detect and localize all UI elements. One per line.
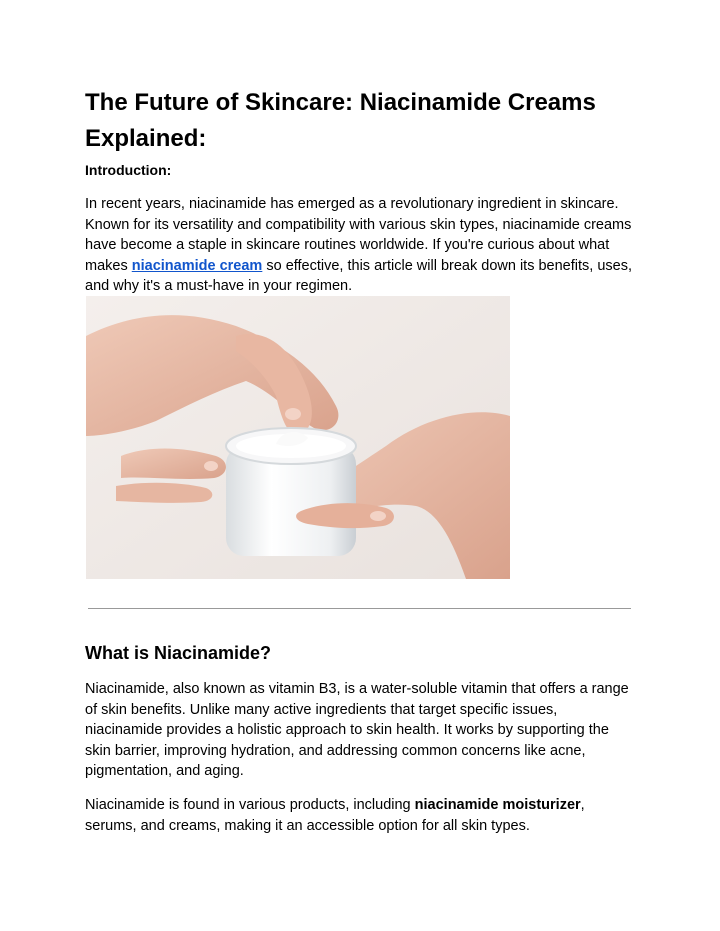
intro-text-before-link: In recent years, niacinamide has emerged as a revolutionary ingredient in skincare. Known for its versatility and compatibility with various skin types, niacinamide creams have become a staple in skincare routines worldwide. If you're curious about what makes	[85, 196, 632, 274]
para2-text-after: , serums, and creams, making it an accessible option for all skin types.	[85, 797, 585, 834]
niacinamide-moisturizer-bold: niacinamide moisturizer	[414, 797, 581, 813]
para2-text-before: Niacinamide is found in various products, including	[85, 797, 415, 813]
intro-paragraph	[85, 194, 637, 297]
intro-label: Introduction:	[85, 162, 172, 178]
section-paragraph-2	[85, 795, 637, 836]
section-divider	[88, 608, 631, 609]
intro-text-after-link: so effective, this article will break down its benefits, uses, and why it's a must-have in your regimen.	[85, 257, 632, 294]
section-heading: What is Niacinamide?	[85, 643, 272, 663]
hero-image-hand-and-cream-jar	[86, 296, 510, 579]
niacinamide-cream-link[interactable]: niacinamide cream	[131, 257, 263, 274]
article-title: The Future of Skincare: Niacinamide Creams Explained:	[85, 89, 596, 152]
section-paragraph-1: Niacinamide, also known as vitamin B3, is a water-soluble vitamin that offers a range of skin benefits. Unlike many active ingredients that target specific issues, niacinamide provides a holistic approach to skin health. It works by supporting the skin barrier, improving hydration, and addressing common concerns like acne, pigmentation, and aging.	[85, 681, 629, 779]
